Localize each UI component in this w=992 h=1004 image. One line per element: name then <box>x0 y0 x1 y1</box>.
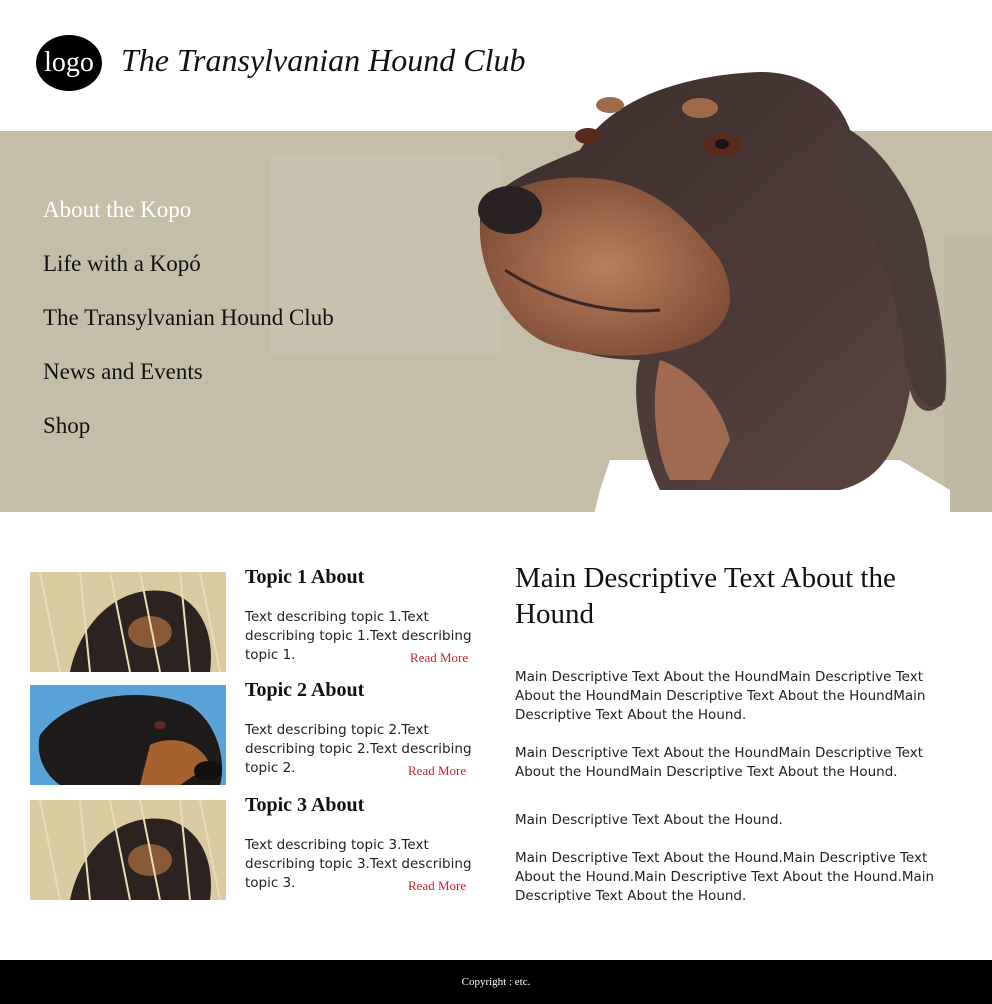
nav-item-about-the-kopo[interactable]: About the Kopo <box>43 197 192 222</box>
topic-2-image[interactable] <box>30 685 226 785</box>
topic-3-text: Text describing topic 3.Text describing topic 3.Text describing topic 3. <box>245 837 472 891</box>
main-paragraph: Main Descriptive Text About the Hound. <box>515 812 783 828</box>
topic-1-text: Text describing topic 1.Text describing topic 1.Text describing topic 1. <box>245 609 472 663</box>
logo[interactable]: logo <box>36 35 102 91</box>
topic-1-read-more-link[interactable]: Read More <box>410 650 469 665</box>
main-paragraph: Main Descriptive Text About the HoundMain Descriptive Text About the HoundMain Descriptive Text About the Hound. <box>515 745 923 780</box>
topic-3-image[interactable] <box>30 800 226 900</box>
topic-3-read-more-link[interactable]: Read More <box>408 878 467 893</box>
hound-portrait-image <box>460 60 960 530</box>
topic-2-title[interactable]: Topic 2 About <box>245 679 365 701</box>
site-title[interactable]: The Transylvanian Hound Club <box>121 42 526 78</box>
main-nav <box>43 193 334 463</box>
topic-2-read-more-link[interactable]: Read More <box>408 763 467 778</box>
nav-item-shop[interactable]: Shop <box>43 413 91 438</box>
topic-2-text: Text describing topic 2.Text describing topic 2.Text describing topic 2. <box>245 722 472 776</box>
main-paragraph: Main Descriptive Text About the Hound.Main Descriptive Text About the Hound.Main Descriptive Text About the Hound.Main Descriptive Text About the Hound. <box>515 850 935 904</box>
nav-item-life-with-a-kopo[interactable]: Life with a Kopó <box>43 251 201 276</box>
topic-3-title[interactable]: Topic 3 About <box>245 794 365 816</box>
copyright-text: Copyright : etc. <box>461 976 531 988</box>
footer <box>0 960 992 1004</box>
nav-item-news-and-events[interactable]: News and Events <box>43 359 203 384</box>
nav-item-the-club[interactable]: The Transylvanian Hound Club <box>43 305 334 330</box>
topic-1-title[interactable]: Topic 1 About <box>245 566 365 588</box>
main-paragraph: Main Descriptive Text About the HoundMain Descriptive Text About the HoundMain Descriptive Text About the HoundMain Descriptive Text About the Hound. <box>515 669 926 723</box>
main-title: Main Descriptive Text About the Hound <box>515 562 896 630</box>
topic-1-image[interactable] <box>30 572 226 672</box>
